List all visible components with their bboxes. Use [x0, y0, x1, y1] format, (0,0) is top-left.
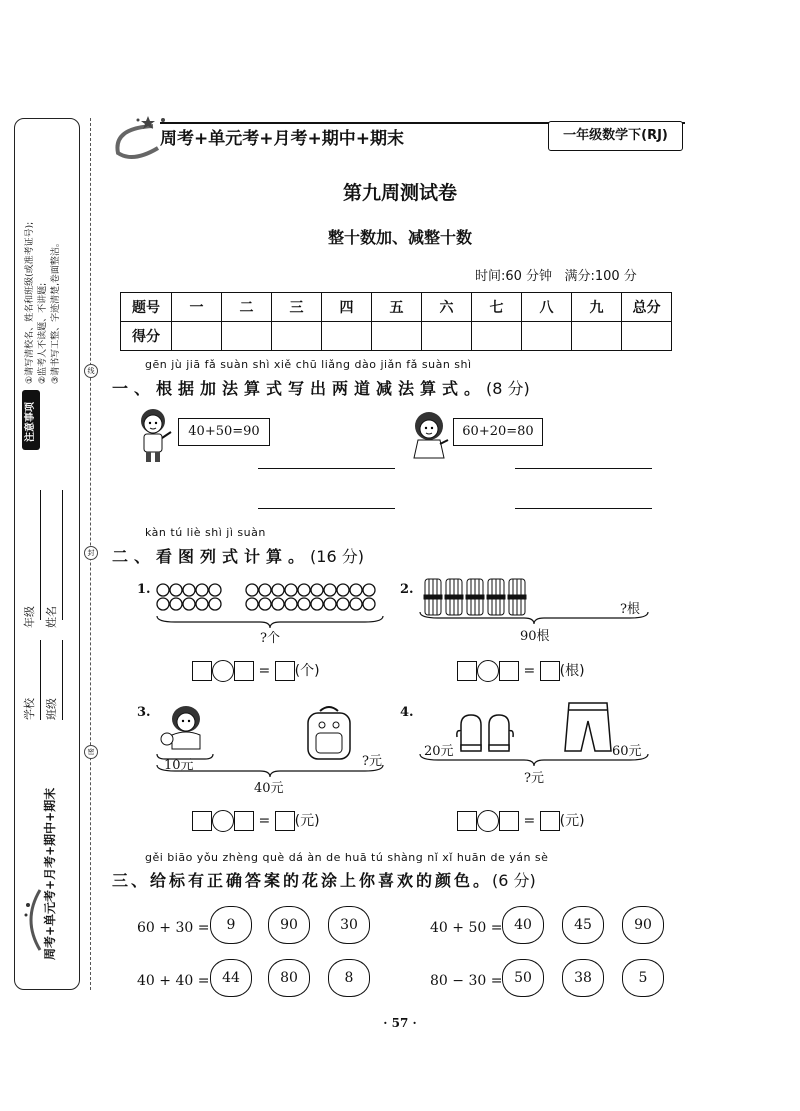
score-cell[interactable]: [422, 322, 472, 351]
answer-box[interactable]: [192, 661, 212, 681]
answer-box[interactable]: [234, 811, 254, 831]
section2-heading-text: 二、看图列式计算。: [112, 547, 311, 566]
problem3-equation: [192, 810, 320, 832]
operator-circle[interactable]: [212, 660, 234, 682]
flower-option[interactable]: 90: [268, 906, 310, 944]
score-cell[interactable]: [622, 322, 672, 351]
ring-group-left: [157, 584, 221, 610]
section1-eq2: 60+20=80: [453, 418, 543, 446]
section3-pinyin: gěi biāo yǒu zhèng què dá àn de huā tú shàng nǐ xǐ huān de yán sè: [145, 851, 549, 864]
equals-sign: =: [258, 813, 271, 829]
page-number: · 57 ·: [383, 1016, 417, 1030]
score-cell[interactable]: [222, 322, 272, 351]
answer-box[interactable]: [275, 811, 295, 831]
score-table: [120, 292, 672, 351]
seal-line: 线: [84, 364, 98, 378]
score-cell[interactable]: [372, 322, 422, 351]
score-cell[interactable]: [522, 322, 572, 351]
answer-box[interactable]: [499, 811, 519, 831]
header-logo: [108, 108, 168, 168]
flower-option[interactable]: 5: [622, 959, 664, 997]
answer-line[interactable]: [515, 468, 652, 469]
problem2-part-label: ?根: [620, 602, 640, 617]
flower-option[interactable]: 30: [328, 906, 370, 944]
problem4-number: 4.: [400, 705, 414, 720]
backpack-illustration: [300, 703, 358, 763]
section1-eq1: 40+50=90: [178, 418, 270, 446]
time-info: 时间:60 分钟 满分:100 分: [475, 269, 637, 284]
operator-circle[interactable]: [477, 810, 499, 832]
problem4-equation: [457, 810, 585, 832]
page-subtitle: 整十数加、减整十数: [327, 228, 472, 247]
name-label: 姓名: [45, 606, 58, 628]
score-row: [121, 322, 672, 351]
seal-seal: 封: [84, 546, 98, 560]
section2-points: (16 分): [310, 547, 364, 566]
problem1-equation: [192, 660, 320, 682]
ring-cluster: [154, 582, 384, 612]
section3-heading-text: 三、给标有正确答案的花涂上你喜欢的颜色。: [112, 871, 493, 890]
notice-3: ③请书写工整、字迹清楚,卷面整洁。: [51, 238, 61, 384]
section2-pinyin: kàn tú liè shì jì suàn: [145, 526, 266, 539]
problem3-total-label: 40元: [254, 781, 284, 796]
score-header-cell: 总分: [622, 293, 672, 322]
grade-label: 年级: [23, 606, 36, 628]
name-field-line: [62, 490, 64, 620]
sidebar-logo: [20, 885, 44, 955]
section1-points: (8 分): [486, 379, 530, 398]
answer-box[interactable]: [540, 811, 560, 831]
section3-points: (6 分): [492, 871, 536, 890]
score-header-cell: 一: [172, 293, 222, 322]
brace-2: [418, 610, 650, 626]
score-header-cell: 三: [272, 293, 322, 322]
q1-expression: 60 + 30 =: [137, 920, 210, 936]
unit-label: (根): [559, 663, 585, 679]
pants-illustration: [563, 700, 613, 755]
score-cell[interactable]: [322, 322, 372, 351]
notice-1: ①请写清校名、姓名和班级(或准考证号);: [25, 221, 35, 384]
problem3-part-label: 10元: [164, 758, 194, 773]
score-cell[interactable]: [172, 322, 222, 351]
problem2-total-label: 90根: [520, 629, 550, 644]
problem4-part2-label: 60元: [612, 744, 642, 759]
flower-option[interactable]: 8: [328, 959, 370, 997]
class-label: 班级: [45, 698, 58, 720]
notice-text: [22, 140, 77, 385]
score-row-label: 得分: [121, 322, 172, 351]
answer-box[interactable]: [540, 661, 560, 681]
equals-sign: =: [523, 813, 536, 829]
problem2-equation: [457, 660, 585, 682]
answer-box[interactable]: [457, 811, 477, 831]
score-header-cell: 九: [572, 293, 622, 322]
answer-box[interactable]: [192, 811, 212, 831]
flower-option[interactable]: 40: [502, 906, 544, 944]
flower-option[interactable]: 90: [622, 906, 664, 944]
problem2-number: 2.: [400, 582, 414, 597]
score-header-cell: 二: [222, 293, 272, 322]
score-cell[interactable]: [472, 322, 522, 351]
problem1-label: ?个: [260, 631, 280, 646]
operator-circle[interactable]: [477, 660, 499, 682]
flower-option[interactable]: 80: [268, 959, 310, 997]
doll-illustration: [158, 703, 206, 753]
sidebar-brand: 周考+单元考+月考+期中+期末: [43, 787, 57, 960]
grade-field-line: [40, 490, 42, 620]
operator-circle[interactable]: [212, 810, 234, 832]
flower-option[interactable]: 50: [502, 959, 544, 997]
score-header-cell: 五: [372, 293, 422, 322]
score-cell[interactable]: [572, 322, 622, 351]
score-cell[interactable]: [272, 322, 322, 351]
score-header-cell: 七: [472, 293, 522, 322]
q3-expression: 40 + 40 =: [137, 973, 210, 989]
seal-secret: 密: [84, 745, 98, 759]
problem1-number: 1.: [137, 582, 151, 597]
notice-label: 注意事项: [25, 402, 36, 442]
boy-illustration: [133, 405, 173, 465]
answer-line[interactable]: [258, 468, 395, 469]
section1-heading-text: 一、根据加法算式写出两道减法算式。: [112, 379, 487, 398]
answer-line[interactable]: [515, 508, 652, 509]
banner-title: 周考+单元考+月考+期中+期末: [160, 129, 404, 149]
q4-expression: 80 − 30 =: [430, 973, 503, 989]
brace-4: [418, 752, 650, 768]
score-header-row: [121, 293, 672, 322]
unit-label: (元): [294, 813, 320, 829]
gloves-illustration: [455, 713, 515, 753]
score-header-cell: 题号: [121, 293, 172, 322]
school-label: 学校: [23, 698, 36, 720]
section1-pinyin: gēn jù jiā fǎ suàn shì xiě chū liǎng dào jiǎn fǎ suàn shì: [145, 358, 472, 371]
brace-1: [155, 614, 385, 628]
problem3-number: 3.: [137, 705, 151, 720]
section2-heading: [112, 544, 364, 567]
grade-badge: 一年级数学下(RJ): [548, 121, 683, 151]
score-header-cell: 四: [322, 293, 372, 322]
school-field-line: [40, 640, 42, 720]
section1-heading: [112, 376, 530, 399]
flower-option[interactable]: 9: [210, 906, 252, 944]
flower-option[interactable]: 45: [562, 906, 604, 944]
q2-expression: 40 + 50 =: [430, 920, 503, 936]
problem4-total-label: ?元: [524, 771, 544, 786]
equals-sign: =: [523, 663, 536, 679]
notice-2: ②监考人不读题、不讲题;: [38, 282, 48, 384]
answer-box[interactable]: [499, 661, 519, 681]
page-title: 第九周测试卷: [342, 182, 457, 204]
section3-heading: [112, 868, 536, 891]
score-header-cell: 六: [422, 293, 472, 322]
unit-label: (元): [559, 813, 585, 829]
equals-sign: =: [258, 663, 271, 679]
answer-box[interactable]: [275, 661, 295, 681]
girl-illustration: [408, 408, 450, 466]
flower-option[interactable]: 38: [562, 959, 604, 997]
problem3-q-label: ?元: [362, 754, 382, 769]
answer-line[interactable]: [258, 508, 395, 509]
unit-label: (个): [294, 663, 320, 679]
score-header-cell: 八: [522, 293, 572, 322]
answer-box[interactable]: [234, 661, 254, 681]
answer-box[interactable]: [457, 661, 477, 681]
problem4-part1-label: 20元: [424, 744, 454, 759]
notice-badge: [22, 390, 40, 450]
class-field-line: [62, 640, 64, 720]
ring-group-right: [246, 584, 375, 610]
flower-option[interactable]: 44: [210, 959, 252, 997]
